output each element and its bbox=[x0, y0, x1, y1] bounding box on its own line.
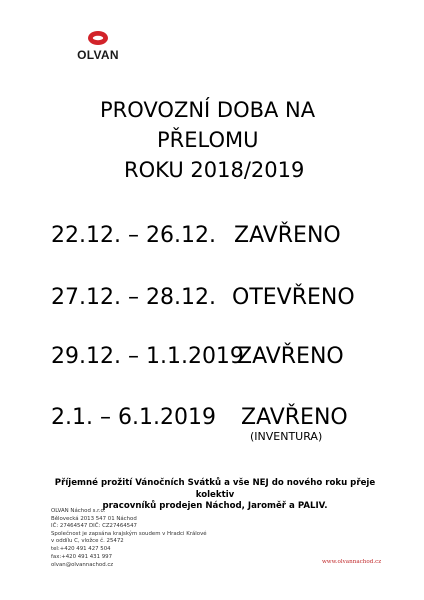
logo-text: OLVAN bbox=[77, 48, 119, 62]
schedule-dates: 2.1. – 6.1.2019 bbox=[51, 405, 216, 430]
schedule-dates: 22.12. – 26.12. bbox=[51, 223, 216, 248]
schedule-status: ZAVŘENO bbox=[237, 344, 344, 369]
schedule-status: ZAVŘENO bbox=[234, 223, 341, 248]
footer-website: www.olvannachod.cz bbox=[322, 559, 382, 565]
footer-fax: fax:+420 491 431 997 bbox=[51, 553, 113, 560]
company-logo bbox=[72, 30, 124, 62]
footer-ids: IČ: 27464547 DIČ: CZ27464547 bbox=[51, 523, 137, 530]
company-footer bbox=[51, 508, 207, 570]
footer-register: Společnost je zapsána krajským soudem v Hradci Králové bbox=[51, 530, 207, 537]
schedule-dates: 27.12. – 28.12. bbox=[51, 285, 216, 310]
title-line-3: ROKU 2018/2019 bbox=[124, 158, 305, 182]
footer-company: OLVAN Náchod s.r.o. bbox=[51, 508, 106, 514]
footer-register-section: v oddílu C, vložce č. 25472 bbox=[51, 538, 124, 545]
title-line-1: PROVOZNÍ DOBA NA bbox=[100, 98, 316, 122]
schedule-status: OTEVŘENO bbox=[232, 285, 355, 310]
schedule-status: ZAVŘENO bbox=[241, 405, 348, 430]
footer-address: Bělovecká 2013 547 01 Náchod bbox=[51, 515, 137, 522]
title-line-2: PŘELOMU bbox=[157, 128, 259, 152]
olvan-logo-icon bbox=[87, 30, 109, 46]
footer-email: olvan@olvannachod.cz bbox=[51, 562, 114, 569]
inventory-note: (INVENTURA) bbox=[250, 430, 323, 443]
greeting-line-2: pracovníků prodejen Náchod, Jaroměř a PALIV. bbox=[102, 501, 328, 511]
greeting-line-1: Příjemné prožití Vánočních Svátků a vše NEJ do nového roku přeje kolektiv bbox=[54, 478, 376, 500]
schedule-dates: 29.12. – 1.1.2019 bbox=[51, 344, 244, 369]
footer-tel: tel:+420 491 427 504 bbox=[51, 545, 111, 552]
